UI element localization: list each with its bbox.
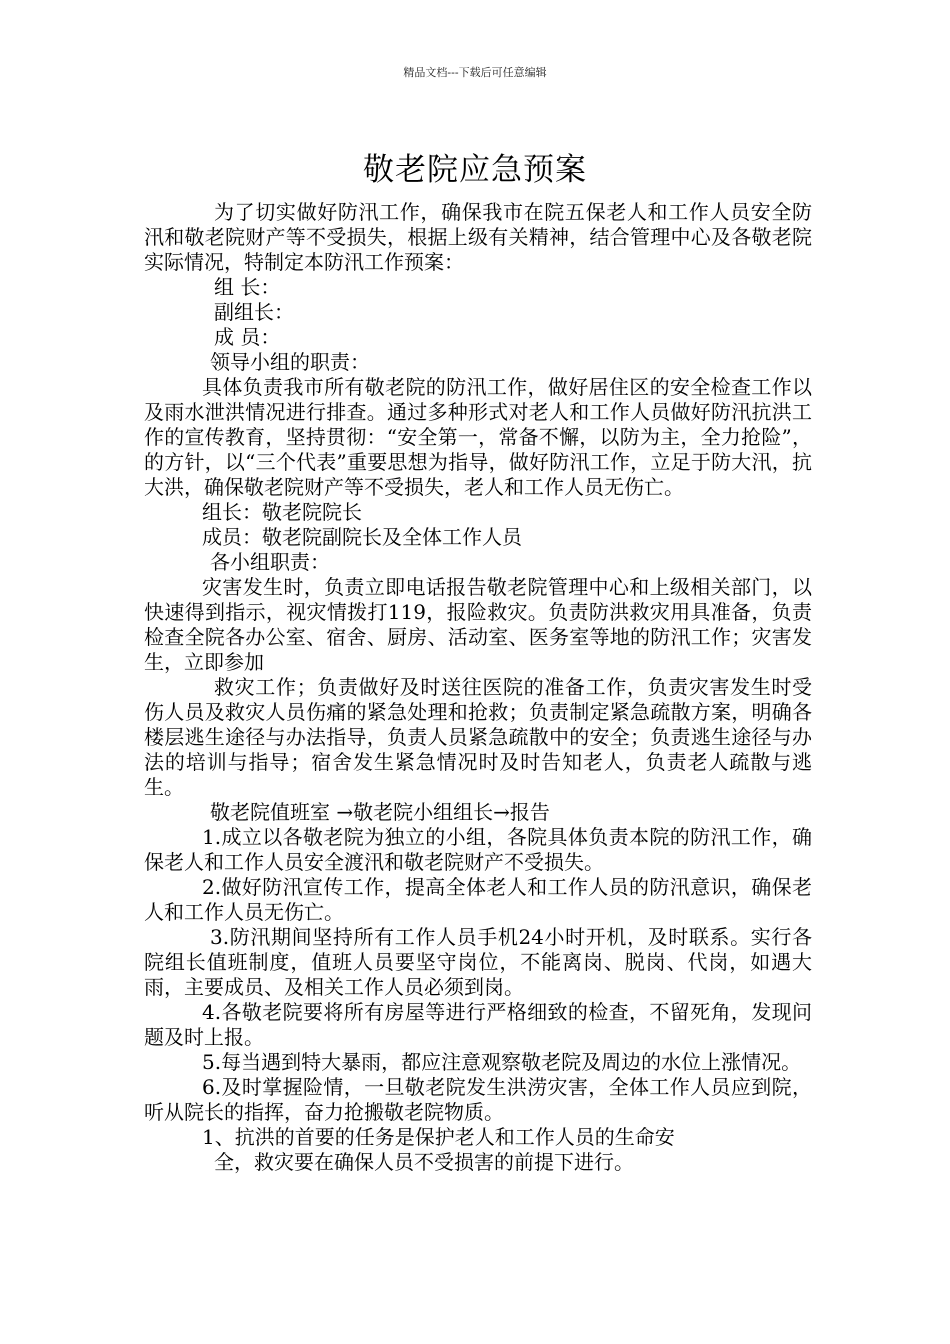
leadership-duties-heading: 领导小组的职责： bbox=[210, 350, 370, 374]
intro-paragraph: 为了切实做好防汛工作，确保我市在院五保老人和工作人员安全防汛和敬老院财产等不受损失，根据上级有关精神，结合管理中心及各敬老院实际情况，特制定本防汛工作预案： bbox=[144, 200, 812, 274]
rescue-work-paragraph: 救灾工作；负责做好及时送往医院的准备工作，负责灾害发生时受伤人员及救灾人员伤痛的紧急处理和抢救；负责制定紧急疏散方案，明确各楼层逃生途径与办法指导，负责人员紧急疏散中的安全；负责逃生途径与办法的培训与指导；宿舍发生紧急情况时及时告知老人，负责老人疏散与逃生。 bbox=[144, 675, 812, 799]
item-1-paragraph: 1.成立以各敬老院为独立的小组，各院具体负责本院的防汛工作，确保老人和工作人员安全渡汛和敬老院财产不受损失。 bbox=[144, 825, 812, 874]
item-5-paragraph: 5.每当遇到特大暴雨，都应注意观察敬老院及周边的水位上涨情况。 bbox=[202, 1050, 802, 1074]
leadership-duties-paragraph: 具体负责我市所有敬老院的防汛工作，做好居住区的安全检查工作以及雨水泄洪情况进行排查。通过多种形式对老人和工作人员做好防汛抗洪工作的宣传教育，坚持贯彻：“安全第一，常备不懈，以防为主，全力抢险”，的方针，以“三个代表”重要思想为指导，做好防汛工作，立足于防大汛，抗大洪，确保敬老院财产等不受损失，老人和工作人员无伤亡。 bbox=[144, 375, 812, 499]
subgroup-duties-heading: 各小组职责： bbox=[210, 550, 330, 574]
item-3-paragraph: 3.防汛期间坚持所有工作人员手机24小时开机，及时联系。实行各院组长值班制度，值班人员要坚守岗位，不能离岗、脱岗、代岗，如遇大雨，主要成员、及相关工作人员必须到岗。 bbox=[144, 925, 812, 999]
item-2-paragraph: 2.做好防汛宣传工作，提高全体老人和工作人员的防汛意识，确保老人和工作人员无伤亡。 bbox=[144, 875, 812, 924]
deputy-leader-line: 副组长： bbox=[214, 300, 294, 324]
header-note: 精品文档---下载后可任意编辑 bbox=[403, 66, 547, 79]
item-6-paragraph: 6.及时掌握险情，一旦敬老院发生洪涝灾害，全体工作人员应到院，听从院长的指挥，奋力抢搬敬老院物质。 bbox=[144, 1075, 812, 1124]
document-body bbox=[144, 200, 812, 1175]
group-members-line: 成员：敬老院副院长及全体工作人员 bbox=[202, 525, 522, 549]
group-head-line: 组长：敬老院院长 bbox=[202, 500, 362, 524]
flood-task-line-2: 全，救灾要在确保人员不受损害的前提下进行。 bbox=[214, 1150, 634, 1174]
item-4-paragraph: 4.各敬老院要将所有房屋等进行严格细致的检查，不留死角，发现问题及时上报。 bbox=[144, 1000, 812, 1049]
flood-task-line-1: 1、抗洪的首要的任务是保护老人和工作人员的生命安 bbox=[202, 1125, 675, 1149]
members-line: 成 员： bbox=[214, 325, 281, 349]
disaster-response-paragraph: 灾害发生时，负责立即电话报告敬老院管理中心和上级相关部门，以快速得到指示，视灾情拨打119，报险救灾。负责防洪救灾用具准备，负责检查全院各办公室、宿舍、厨房、活动室、医务室等地的防汛工作；灾害发生，立即参加 bbox=[144, 575, 812, 674]
group-leader-line: 组 长： bbox=[214, 275, 281, 299]
reporting-chain-line: 敬老院值班室 →敬老院小组组长→报告 bbox=[210, 800, 550, 824]
document-title: 敬老院应急预案 bbox=[363, 151, 587, 188]
